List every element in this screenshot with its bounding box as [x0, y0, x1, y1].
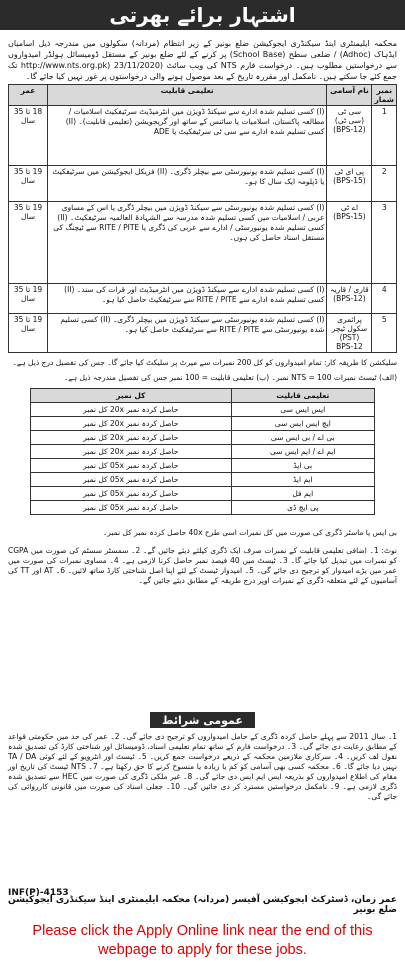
post-name: سی ٹی (سی ٹی)	[334, 107, 365, 125]
row-serial: 5	[372, 314, 397, 353]
deadline: 23/11/2020	[113, 61, 160, 70]
post-bps: (BPS-15)	[333, 212, 366, 221]
marks-formula: حاصل کردہ نمبر 05x کل نمبر	[31, 473, 232, 487]
post-name: قاری / قاریہ	[330, 285, 369, 294]
row-qualification: (I) کسی تسلیم شدہ یونیورسٹی سے سیکنڈ ڈویژن میں بیچلر ڈگری یا اس کے مساوی عربی / اسلامیات میں کسی تسلیم شدہ مدرسہ سے الشہادۃ العالمیہ سرٹیفکیٹ۔ (II) کسی تسلیم شدہ یونیورسٹی / ادارے سے عربی کی ڈگری یا RITE / PITE سے ٹیچنگ کی مستقل اسناد حاصل کی ہوں۔	[48, 202, 327, 284]
reference-code: INF(P)-4153	[8, 888, 69, 898]
posts-table	[8, 84, 397, 353]
marks-formula: حاصل کردہ نمبر 20x کل نمبر	[31, 403, 232, 417]
row-serial: 2	[372, 166, 397, 202]
nts-url[interactable]: http://www.nts.org.pk	[20, 61, 108, 70]
post-name: اے ٹی	[340, 203, 359, 212]
selection-note: سلیکشن کا طریقہ کار: تمام امیدواروں کو کل 200 نمبرات سے میرٹ پر سلیکٹ کیا جائے گا۔ جس کی تفصیل درج ذیل ہے۔	[12, 358, 397, 367]
row-qualification: (I) کسی تسلیم شدہ یونیورسٹی سے سیکنڈ ڈویژن میں بیچلر ڈگری۔ (II) کسی تسلیم شدہ یونیورسٹی سے RITE / PITE سے سرٹیفکیٹ حاصل کیا ہو۔	[48, 314, 327, 353]
marks-qualification: پی ایچ ڈی	[231, 501, 374, 515]
marks-qualification: بی ایڈ	[231, 459, 374, 473]
row-post	[327, 202, 372, 284]
table-row	[31, 431, 375, 445]
general-conditions-heading	[150, 712, 255, 728]
general-conditions-title: عمومی شرائط	[162, 713, 243, 727]
table-row	[9, 202, 397, 284]
general-conditions-text: 1۔ سال 2011 سے پہلے حاصل کردہ ڈگری کے حامل امیدواروں کو ترجیح دی جائے گی۔ 2۔ عمر کی حد میں حکومتی قواعد کے مطابق رعایت دی جائے گی۔ 3۔ درخواست فارم کے ساتھ تمام تعلیمی اسناد، ڈومیسائل اور شناختی کارڈ کی تصدیق شدہ نقول لف کریں۔ 4۔ سرکاری ملازمین محکمہ کے ذریعے درخواست جمع کریں۔ 5۔ ٹیسٹ اور انٹرویو کے لئے کوئی TA / DA نہیں دیا جائے گا۔ 6۔ محکمہ کسی بھی آسامی کو کم یا زیادہ یا منسوخ کرنے کا حق رکھتا ہے۔ 7۔ NTS ٹیسٹ کی تاریخ اور مقام کی اطلاع امیدواروں کو بذریعہ ایس ایم ایس دی جائے گی۔ 8۔ غیر ملکی ڈگری کی صورت میں HEC سے تصدیق شدہ ڈگری لازمی ہے۔ 9۔ نامکمل درخواستیں مسترد کر دی جائیں گی۔ 10۔ جعلی اسناد کی صورت میں قانونی کارروائی کی جائے گی۔	[8, 732, 398, 801]
marks-qualification: ایم فل	[231, 487, 374, 501]
row-serial: 3	[372, 202, 397, 284]
notes-paragraph: نوٹ: 1۔ اضافی تعلیمی قابلیت کے نمبرات صرف ایک ڈگری کیلئے دیئے جائیں گے۔ 2۔ سمسٹر سسٹم کی صورت میں CGPA کو نمبرات میں تبدیل کیا جائے گا۔ 3۔ ٹیسٹ میں 40 فیصد نمبر حاصل کرنا لازمی ہے۔ 4۔ مساوی نمبرات کی صورت میں عمر میں بڑے امیدوار کو ترجیح دی جائے گی۔ 5۔ امیدوار ٹیسٹ کے لئے اپنا اصل شناختی کارڈ ساتھ لائیں۔ 6۔ AT اور TT کی آسامیوں کے لئے متعلقہ ڈگری کے نمبرات اوپر درج طریقہ کے مطابق دیئے جائیں گے۔	[8, 546, 397, 585]
marks-qualification: بی اے / بی ایس سی	[231, 431, 374, 445]
header-total-marks: کل نمبر	[31, 389, 232, 403]
post-name: پرائمری سکول ٹیچر (PST)	[331, 315, 368, 342]
table-row	[31, 487, 375, 501]
header-qualification: تعلیمی قابلیت	[48, 85, 327, 106]
row-qualification: (I) کسی تسلیم شدہ ادارے سے سیکنڈ ڈویژن میں انٹرمیڈیٹ اور قرات کی سند۔ (II) کسی تسلیم شدہ ادارے سے RITE / PITE سے سرٹیفکیٹ حاصل کیا ہو۔	[48, 284, 327, 314]
posts-table-header	[9, 85, 397, 106]
intro-text: محکمہ ایلیمنٹری اینڈ سیکنڈری ایجوکیشن ضلع بونیر کے زیر انتظام (مردانہ) سکولوں میں مندرجہ ذیل اسامیاں ایڈہاک (Adhoc) / ضلعی سطح (School Base) پر کرنے کے لئے ضلع بونیر کے مستقل ڈومیسائل ہولڈر امیدواروں سے درخواستیں مطلوب ہیں۔ درخواست فارم NTS کی ویب سائٹ	[8, 39, 397, 70]
row-post	[327, 166, 372, 202]
table-row	[9, 284, 397, 314]
intro-text-2: تک جمع کئے جا سکتے ہیں۔ نامکمل اور مقررہ تاریخ کے بعد موصول ہونے والی درخواستوں پر غور نہیں کیا جائے گا۔	[8, 61, 397, 81]
marks-qualification: ایچ ایس ایس سی	[231, 417, 374, 431]
marks-qualification: ایس ایس سی	[231, 403, 374, 417]
row-post	[327, 106, 372, 166]
row-qualification: (I) کسی تسلیم شدہ یونیورسٹی سے بیچلر ڈگری۔ (II) فزیکل ایجوکیشن میں سرٹیفکیٹ یا ڈپلومہ ایک سال کا ہو۔	[48, 166, 327, 202]
table-row	[9, 166, 397, 202]
row-age: 18 تا 35 سال	[9, 106, 48, 166]
degree-marks-note: بی ایس یا ماسٹر ڈگری کی صورت میں کل نمبرات اسی طرح 40x حاصل کردہ نمبر کل نمبر۔	[102, 528, 397, 537]
table-row	[9, 106, 397, 166]
advertisement-title: اشتہار برائے بھرتی	[109, 3, 296, 27]
post-bps: (BPS-12)	[333, 294, 366, 303]
marks-formula: حاصل کردہ نمبر 05x کل نمبر	[31, 459, 232, 473]
row-post	[327, 314, 372, 353]
table-row	[9, 314, 397, 353]
marks-table	[30, 388, 375, 515]
advertisement-title-banner	[0, 0, 405, 30]
apply-online-link[interactable]: Please click the Apply Online link near the end of this webpage to apply for these jobs.	[32, 923, 373, 958]
row-serial: 4	[372, 284, 397, 314]
row-age: 19 تا 35 سال	[9, 166, 48, 202]
table-row	[31, 473, 375, 487]
row-age: 19 تا 35 سال	[9, 202, 48, 284]
header-serial: نمبر شمار	[372, 85, 397, 106]
row-post	[327, 284, 372, 314]
marks-formula: حاصل کردہ نمبر 20x کل نمبر	[31, 417, 232, 431]
row-age: 19 تا 35 سال	[9, 284, 48, 314]
table-row	[31, 403, 375, 417]
post-bps: BPS-12	[336, 342, 363, 351]
marks-formula: حاصل کردہ نمبر 05x کل نمبر	[31, 487, 232, 501]
row-qualification: (I) کسی تسلیم شدہ ادارے سے سیکنڈ ڈویژن میں انٹرمیڈیٹ سرٹیفکیٹ اسلامیات / مطالعہ پاکستان، اسلامیات یا سائنس کے ساتھ اور گریجویشن (تعلیمی قابلیت)۔ (II) کسی تسلیم شدہ ادارے سے سی ٹی سرٹیفکیٹ یا ADE	[48, 106, 327, 166]
post-name: پی ای ٹی	[334, 167, 365, 176]
marks-qualification: ایم ایڈ	[231, 473, 374, 487]
post-bps: (BPS-15)	[333, 176, 366, 185]
row-serial: 1	[372, 106, 397, 166]
header-age: عمر	[9, 85, 48, 106]
table-row	[31, 459, 375, 473]
row-age: 19 تا 35 سال	[9, 314, 48, 353]
marks-formula: حاصل کردہ نمبر 20x کل نمبر	[31, 431, 232, 445]
header-qualification: تعلیمی قابلیت	[231, 389, 374, 403]
table-row	[31, 417, 375, 431]
marks-table-header	[31, 389, 375, 403]
marks-breakdown-note: (الف) ٹیسٹ نمبرات NTS = 100 نمبر۔ (ب) تعلیمی قابلیت = 100 نمبر جس کی تفصیل مندرجہ ذیل ہے۔	[63, 373, 397, 382]
apply-online-note	[10, 922, 395, 960]
table-row	[31, 445, 375, 459]
marks-qualification: ایم اے / ایم ایس سی	[231, 445, 374, 459]
header-post: نام آسامی	[327, 85, 372, 106]
officer-signature-line: عمر زمان، ڈسٹرکٹ ایجوکیشن آفیسر (مردانہ) محکمہ ایلیمنٹری اینڈ سیکنڈری ایجوکیشن ضلع بونیر	[8, 895, 397, 915]
marks-formula: حاصل کردہ نمبر 20x کل نمبر	[31, 445, 232, 459]
intro-paragraph: محکمہ ایلیمنٹری اینڈ سیکنڈری ایجوکیشن ضلع بونیر کے زیر انتظام (مردانہ) سکولوں میں مندرجہ ذیل اسامیاں ایڈہاک (Adhoc) / ضلعی سطح (School Base) پر کرنے کے لئے ضلع بونیر کے مستقل ڈومیسائل ہولڈر امیدواروں سے درخواستیں مطلوب ہیں۔ درخواست فارم NTS کی ویب سائٹ (http://www.nts.org.pk) 23/11/2020 تک جمع کئے جا سکتے ہیں۔ نامکمل اور مقررہ تاریخ کے بعد موصول ہونے والی درخواستوں پر غور نہیں کیا جائے گا۔	[8, 39, 397, 81]
post-bps: (BPS-12)	[333, 125, 366, 134]
table-row	[31, 501, 375, 515]
marks-formula: حاصل کردہ نمبر 05x کل نمبر	[31, 501, 232, 515]
